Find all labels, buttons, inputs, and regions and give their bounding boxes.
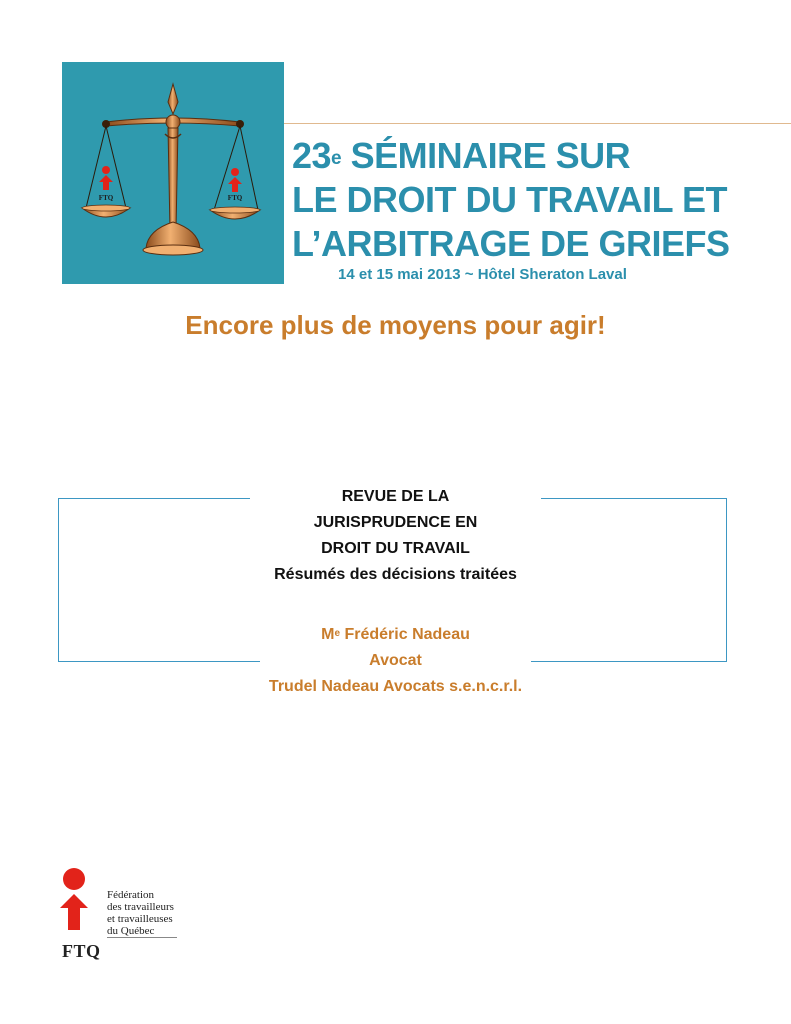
seminar-title	[292, 134, 730, 266]
header-rule	[284, 123, 791, 124]
ftq-organization-name: Fédération des travailleurs et travailleuses du Québec	[107, 889, 174, 937]
title-line-2: LE DROIT DU TRAVAIL ET	[292, 179, 727, 220]
title-line-3: L’ARBITRAGE DE GRIEFS	[292, 223, 730, 264]
ftq-mini-icon-left	[99, 166, 114, 202]
author-block	[0, 622, 791, 700]
review-line-1: REVUE DE LA	[341, 488, 450, 505]
review-line-3: DROIT DU TRAVAIL	[321, 540, 470, 557]
ftq-abbreviation: FTQ	[62, 941, 101, 961]
ftq-mini-icon-right	[228, 168, 243, 202]
document-title	[0, 484, 791, 588]
title-line-1: 23e SÉMINAIRE SUR	[292, 135, 631, 176]
pan-label-right: FTQ	[227, 194, 243, 202]
scales-icon	[62, 62, 284, 284]
tagline: Encore plus de moyens pour agir!	[185, 310, 606, 340]
author-name: Me Frédéric Nadeau	[321, 626, 470, 643]
author-firm: Trudel Nadeau Avocats s.e.n.c.r.l.	[268, 678, 523, 695]
ftq-rule	[107, 937, 177, 938]
scales-of-justice-logo	[62, 62, 284, 284]
pan-label-left: FTQ	[98, 194, 114, 202]
review-line-4: Résumés des décisions traitées	[274, 566, 517, 583]
author-role: Avocat	[369, 652, 422, 669]
seminar-date-location: 14 et 15 mai 2013 ~ Hôtel Sheraton Laval	[338, 266, 627, 283]
review-line-2: JURISPRUDENCE EN	[313, 514, 478, 531]
